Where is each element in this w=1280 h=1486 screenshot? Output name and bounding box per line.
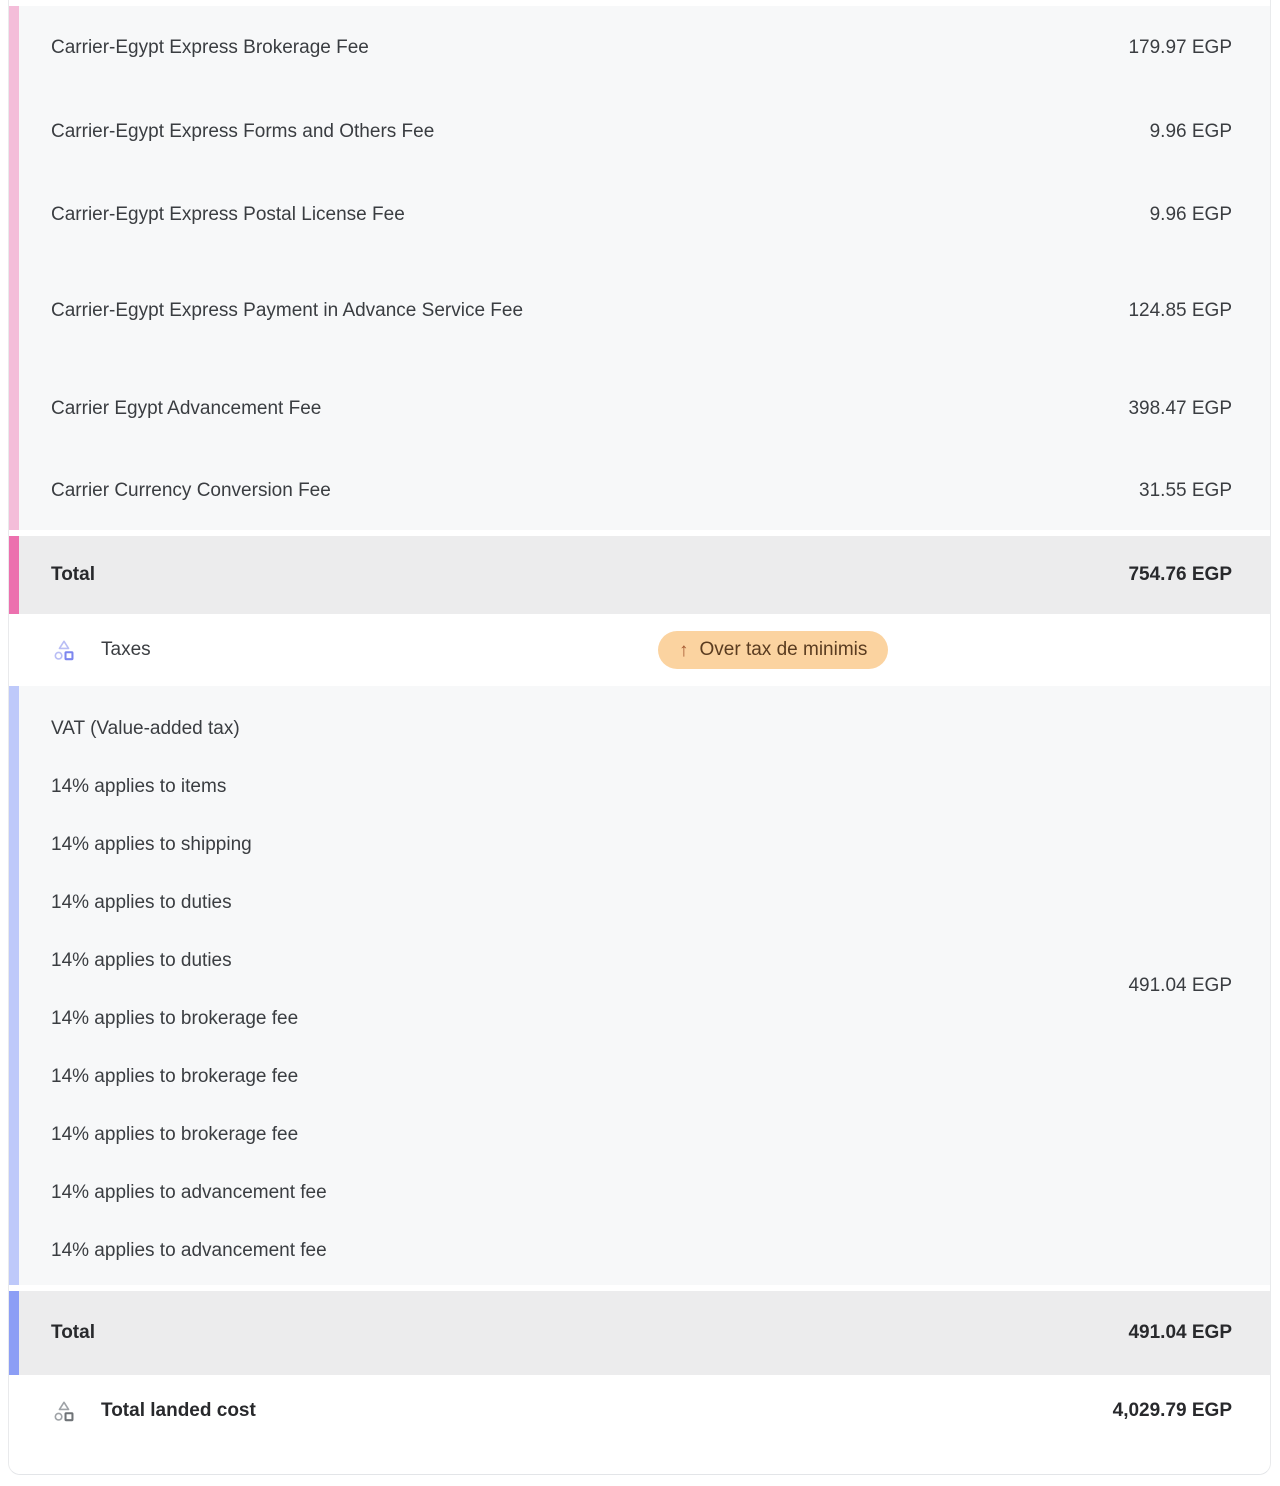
vat-section-accent-bar	[9, 686, 19, 1285]
vat-line: 14% applies to brokerage fee	[51, 1124, 299, 1145]
vat-line: 14% applies to items	[51, 776, 227, 797]
vat-line: 14% applies to duties	[51, 950, 232, 971]
fee-row	[9, 173, 1270, 256]
fees-total-amount: 754.76 EGP	[1128, 564, 1232, 585]
vat-line: 14% applies to advancement fee	[51, 1240, 327, 1261]
fee-label: Carrier Egypt Advancement Fee	[51, 398, 322, 420]
taxes-total-amount: 491.04 EGP	[1128, 1322, 1232, 1343]
taxes-total-row	[9, 1291, 1270, 1375]
shapes-icon	[51, 637, 77, 663]
fee-amount: 398.47 EGP	[1128, 398, 1232, 419]
vat-line: 14% applies to duties	[51, 892, 232, 913]
fees-section-accent-bar	[9, 6, 19, 530]
total-landed-cost-label: Total landed cost	[101, 1400, 256, 1421]
fees-total-row	[9, 536, 1270, 614]
fee-row	[9, 6, 1270, 90]
fee-label: Carrier-Egypt Express Payment in Advance Service Fee	[51, 300, 524, 322]
vat-line: 14% applies to shipping	[51, 834, 252, 855]
vat-line: 14% applies to advancement fee	[51, 1182, 327, 1203]
vat-line: 14% applies to brokerage fee	[51, 1066, 299, 1087]
fee-label: Carrier-Egypt Express Postal License Fee	[51, 203, 405, 225]
fee-label: Carrier-Egypt Express Brokerage Fee	[51, 37, 369, 59]
fee-row	[9, 90, 1270, 173]
taxes-header-label: Taxes	[101, 639, 151, 660]
fee-amount: 124.85 EGP	[1128, 300, 1232, 321]
fees-section	[9, 6, 1270, 530]
total-landed-cost-amount: 4,029.79 EGP	[1112, 1400, 1232, 1421]
badge-text: Over tax de minimis	[699, 639, 868, 660]
fee-label: Carrier Currency Conversion Fee	[51, 480, 331, 502]
taxes-header-row	[9, 614, 1270, 686]
taxes-total-accent-bar	[9, 1291, 19, 1375]
total-landed-cost-row	[9, 1375, 1270, 1475]
landed-cost-breakdown-card	[8, 0, 1271, 1475]
over-tax-de-minimis-badge	[658, 631, 888, 669]
fees-total-label: Total	[51, 564, 95, 585]
up-arrow-icon: ↑	[679, 639, 689, 661]
fee-amount: 179.97 EGP	[1128, 37, 1232, 58]
shapes-icon	[51, 1398, 77, 1424]
taxes-total-label: Total	[51, 1322, 95, 1343]
vat-amount: 491.04 EGP	[1128, 974, 1232, 996]
fee-label: Carrier-Egypt Express Forms and Others Fee	[51, 120, 435, 142]
fee-row	[9, 256, 1270, 366]
vat-line: 14% applies to brokerage fee	[51, 1008, 299, 1029]
fee-amount: 31.55 EGP	[1139, 480, 1232, 501]
fee-amount: 9.96 EGP	[1149, 120, 1232, 142]
fee-amount: 9.96 EGP	[1149, 203, 1232, 225]
fee-row	[9, 452, 1270, 530]
fees-total-accent-bar	[9, 536, 19, 614]
fee-row	[9, 366, 1270, 452]
vat-section	[9, 686, 1270, 1285]
vat-title: VAT (Value-added tax)	[51, 718, 240, 739]
